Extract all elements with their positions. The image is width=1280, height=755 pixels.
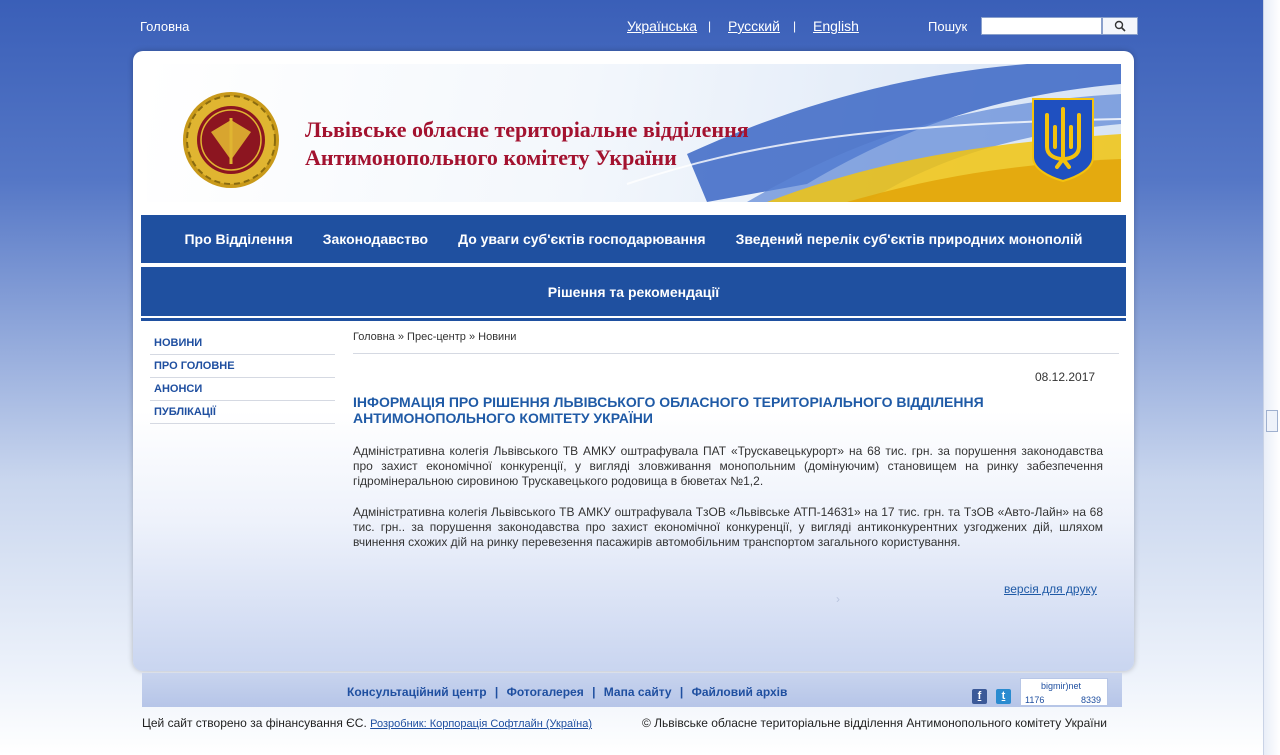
footer-link-gallery[interactable]: Фотогалерея [506, 685, 584, 699]
site-title-line1: Львівське обласне територіальне відділення [305, 117, 749, 142]
facebook-icon[interactable]: f [972, 689, 987, 704]
footer-copyright: © Львівське обласне територіальне відділення Антимонопольного комітету України [642, 716, 1107, 730]
footer-separator: | [679, 685, 684, 699]
counter-value-2: 8339 [1080, 695, 1101, 705]
breadcrumb [353, 331, 1119, 354]
article-paragraph-1: Адміністративна колегія Львівського ТВ АМКУ оштрафувала ПАТ «Трускавецькурорт» на 68 тис. грн. за порушення законодавства про захист економічної конкуренції, у вигляді зловживання монопольним (домінуючим) становищем на ринку забезпечення гідромінеральною сировиною Трускавецького родовища в бюветах №1,2. [353, 444, 1103, 488]
credit-text: Цей сайт створено за фінансування ЄС. [142, 716, 367, 730]
sidebar-item-announcements[interactable]: АНОНСИ [150, 378, 335, 401]
footer-separator: | [494, 685, 499, 699]
footer-separator: | [592, 685, 596, 699]
footer-links [347, 685, 787, 699]
nav-decisions[interactable]: Рішення та рекомендації [547, 283, 720, 300]
lang-separator: | [708, 19, 712, 33]
counter-brand: bigmir)net [1041, 681, 1082, 691]
breadcrumb-current: Новини [478, 331, 517, 343]
breadcrumb-press-center[interactable]: Прес-центр [407, 331, 466, 343]
scrollbar-thumb[interactable] [1266, 410, 1278, 432]
site-title-line2: Антимонопольного комітету України [305, 145, 677, 170]
sidebar-item-publications[interactable]: ПУБЛІКАЦІЇ [150, 401, 335, 424]
search-button[interactable] [1102, 17, 1138, 35]
nav-monopolies-list[interactable]: Зведений перелік суб'єктів природних монополій [735, 231, 1083, 247]
ukraine-trident-icon [1031, 97, 1095, 183]
nav-legislation[interactable]: Законодавство [322, 231, 429, 247]
sidebar-item-news[interactable]: НОВИНИ [150, 332, 335, 355]
amku-emblem-logo [181, 90, 281, 190]
article-paragraph-2: Адміністративна колегія Львівського ТВ АМКУ оштрафувала ТзОВ «Львівське АТП-14631» на 17 тис. грн. та ТзОВ «Авто-Лайн» на 68 тис. грн.. за порушення законодавства про захист економічної конкуренції, у вигляді антиконкурентних узгоджених дій, шляхом вчинення схожих дій на ринку перевезення пасажирів автомобільним транспортом загального користування. [353, 505, 1103, 549]
print-version-link[interactable]: версія для друку [1004, 582, 1097, 596]
page-scrollbar[interactable] [1263, 0, 1280, 755]
nav-divider [141, 318, 1126, 321]
counter-value-1: 1176 [1025, 695, 1045, 705]
main-nav [141, 215, 1126, 265]
footer-link-archive[interactable]: Файловий архів [691, 685, 788, 699]
article-title: ІНФОРМАЦІЯ ПРО РІШЕННЯ ЛЬВІВСЬКОГО ОБЛАСНОГО ТЕРИТОРІАЛЬНОГО ВІДДІЛЕННЯ АНТИМОНОПОЛЬНОГО КОМІТЕТУ УКРАЇНИ [353, 394, 984, 426]
lang-ukrainian[interactable]: Українська [627, 18, 698, 34]
lang-english[interactable]: English [813, 18, 859, 34]
sidebar [150, 332, 335, 424]
footer-credit [142, 716, 592, 730]
top-home-link[interactable]: Головна [140, 19, 190, 34]
site-title [305, 116, 749, 172]
search-input[interactable] [981, 17, 1102, 35]
site-header-banner [147, 64, 1121, 202]
nav-about[interactable]: Про Відділення [184, 231, 293, 247]
lang-separator: | [793, 19, 797, 33]
search-icon [1114, 20, 1126, 32]
chevron-right-icon: › [836, 592, 840, 606]
developer-link[interactable]: Розробник: Корпорація Софтлайн (Україна) [370, 718, 593, 730]
sidebar-item-main[interactable]: ПРО ГОЛОВНЕ [150, 355, 335, 378]
breadcrumb-separator: » [397, 331, 404, 343]
footer-link-consult[interactable]: Консультаційний центр [347, 685, 487, 699]
twitter-icon[interactable]: t [996, 689, 1011, 704]
main-nav-row2 [141, 267, 1126, 319]
article-date: 08.12.2017 [1035, 370, 1096, 384]
breadcrumb-separator: » [468, 331, 476, 343]
bigmir-counter[interactable] [1020, 678, 1108, 706]
footer-bar [142, 673, 1122, 707]
main-panel [133, 51, 1134, 671]
lang-russian[interactable]: Русский [728, 18, 780, 34]
footer-link-sitemap[interactable]: Мапа сайту [603, 685, 672, 699]
breadcrumb-home[interactable]: Головна [353, 331, 395, 343]
nav-business-notice[interactable]: До уваги суб'єктів господарювання [458, 231, 706, 247]
top-bar [0, 0, 1280, 52]
search-label: Пошук [928, 19, 968, 34]
